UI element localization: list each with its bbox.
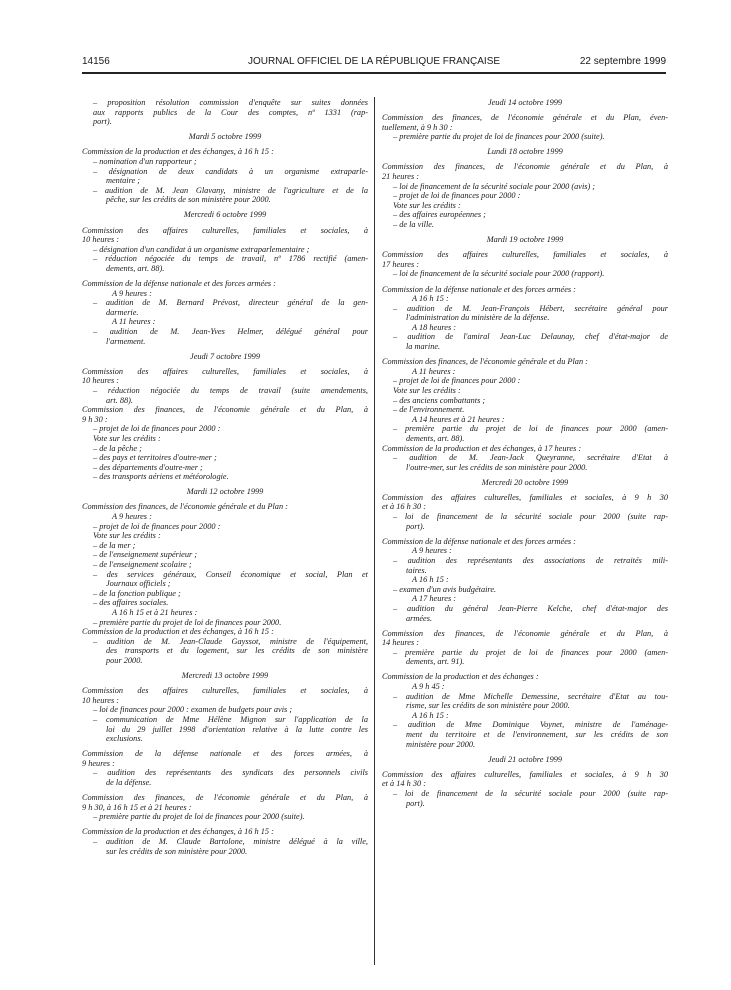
text-line: – proposition résolution commission d'enquête sur suites données — [93, 98, 368, 107]
column-divider — [374, 97, 375, 965]
text-line: – réduction négociée du temps de travail (suite amendements, — [93, 385, 368, 395]
text-line: – audition de l'amiral Jean-Luc Delaunay, chef d'état-major de — [393, 332, 668, 342]
text-line: 9 h 30, à 16 h 15 et à 21 heures : — [82, 802, 192, 812]
text-line: A 16 h 15 : — [412, 294, 449, 304]
text-line: Commission de la défense nationale et des forces armées : — [382, 284, 576, 294]
text-line: 14 heures : — [382, 638, 420, 648]
text-line: A 11 heures : — [412, 366, 456, 376]
text-line: Commission des finances, de l'économie générale et du Plan, éven- — [382, 113, 668, 123]
page-number: 14156 — [82, 56, 110, 67]
text-line: et à 16 h 30 : — [382, 502, 427, 512]
text-line: Commission de la défense nationale et des forces armées, à — [82, 749, 368, 759]
left-column — [82, 98, 368, 856]
text-line: A 16 h 15 : — [412, 575, 449, 585]
text-line: aux rapports publics de la Cour des comptes, nº 1331 (rap- — [93, 107, 368, 117]
text-line: 9 heures : — [82, 758, 115, 768]
text-line: – première partie du projet de loi de finances pour 2000 (amen- — [393, 647, 668, 657]
issue-date: 22 septembre 1999 — [579, 56, 666, 67]
text-line: – des anciens combattants ; — [393, 395, 486, 405]
text-line: port). — [93, 117, 112, 127]
text-line: Commission de la production et des échanges, à 16 h 15 : — [82, 147, 274, 157]
text-line: A 18 heures : — [412, 322, 457, 332]
text-line: – projet de loi de finances pour 2000 : — [93, 424, 221, 434]
text-line: Commission des affaires culturelles, familiales et sociales, à 9 h 30 — [382, 769, 668, 779]
text-line: Commission de la défense nationale et des forces armées : — [382, 536, 576, 546]
text-line: – audition de M. Claude Bartolone, ministre délégué à la ville, — [93, 836, 368, 846]
text-line: – première partie du projet de loi de finances pour 2000 (amen- — [393, 424, 668, 434]
text-line: Vote sur les crédits : — [393, 200, 461, 210]
text-line: port). — [406, 521, 425, 531]
text-line: Mardi 19 octobre 1999 — [486, 235, 564, 245]
text-line: – audition de M. Jean Glavany, ministre de l'agriculture et de la — [93, 185, 368, 195]
text-line: – audition du général Jean-Pierre Kelche, chef d'état-major des — [393, 603, 668, 613]
text-line: – désignation de deux candidats à un organisme extraparle- — [93, 166, 368, 176]
text-line: – de la pêche ; — [93, 443, 142, 453]
text-line: A 9 h 45 : — [412, 682, 445, 692]
text-line: Commission de la production et des échanges, à 16 h 15 : — [82, 827, 274, 837]
text-line: pour 2000. — [106, 655, 143, 665]
text-line: – projet de loi de finances pour 2000 : — [93, 521, 221, 531]
text-line: 10 heures : — [82, 376, 120, 386]
text-line: Vote sur les crédits : — [393, 385, 461, 395]
text-line: A 11 heures : — [112, 317, 156, 327]
text-line: – loi de financement de la sécurité sociale pour 2000 (suite rap- — [393, 789, 668, 798]
text-line: Mardi 12 octobre 1999 — [186, 487, 264, 497]
text-line: Vote sur les crédits : — [93, 433, 161, 443]
text-line: – examen d'un avis budgétaire. — [393, 584, 497, 594]
text-line: A 9 heures : — [412, 546, 452, 556]
text-line: – des services généraux, Conseil économique et social, Plan et — [93, 569, 368, 579]
text-line: – réduction négociée du temps de travail, nº 1786 rectifié (amen- — [93, 254, 368, 264]
text-line: – loi de financement de la sécurité sociale pour 2000 (avis) ; — [393, 181, 596, 191]
text-line: taires. — [406, 565, 427, 575]
text-line: A 14 heures et à 21 heures : — [412, 414, 505, 424]
text-line: darmerie. — [106, 307, 139, 317]
text-line: Commission des finances, de l'économie générale et du Plan, à — [82, 793, 368, 803]
text-line: – audition de M. Jean-Claude Gayssot, ministre de l'équipement, — [93, 636, 368, 646]
text-line: Commission des finances, de l'économie générale et du Plan, à — [382, 628, 668, 638]
journal-title: JOURNAL OFFICIEL DE LA RÉPUBLIQUE FRANÇAISE — [247, 56, 501, 67]
text-line: Commission des finances, de l'économie générale et du Plan : — [382, 357, 588, 367]
text-line: – des départements d'outre-mer ; — [93, 462, 203, 472]
text-line: dements, art. 88). — [406, 433, 465, 443]
text-line: Mardi 5 octobre 1999 — [188, 132, 262, 142]
text-line: risme, sur les crédits de son ministère pour 2000. — [406, 701, 570, 711]
text-line: 10 heures : — [82, 695, 120, 705]
text-line: 10 heures : — [82, 235, 120, 245]
page-header — [82, 56, 666, 70]
text-line: – de l'environnement. — [393, 405, 465, 415]
text-line: – des affaires sociales. — [93, 598, 169, 608]
text-line: tuellement, à 9 h 30 : — [382, 122, 453, 132]
text-line: Commission des affaires culturelles, familiales et sociales, à — [382, 250, 668, 260]
text-line: port). — [406, 798, 425, 808]
text-line: Commission de la production et des échanges : — [382, 672, 539, 682]
text-line: 21 heures : — [382, 172, 420, 182]
text-line: – de la mer ; — [93, 540, 136, 550]
text-line: Jeudi 14 octobre 1999 — [487, 98, 563, 107]
text-line: et à 14 h 30 : — [382, 779, 427, 789]
text-line: – première partie du projet de loi de finances pour 2000 (suite). — [93, 812, 305, 822]
text-line: 17 heures : — [382, 259, 420, 269]
text-line: – audition de M. Jean-Yves Helmer, délégué général pour — [93, 326, 368, 336]
text-line: A 16 h 15 : — [412, 710, 449, 720]
text-line: – première partie du projet de loi de finances pour 2000. — [93, 617, 282, 627]
text-line: l'administration du ministère de la défense. — [406, 313, 550, 323]
text-line: Commission des affaires culturelles, familiales et sociales, à — [82, 686, 368, 696]
text-line: 9 h 30 : — [82, 414, 108, 424]
text-line: art. 88). — [106, 395, 133, 405]
text-line: Commission de la défense nationale et des forces armées : — [82, 279, 276, 288]
text-line: – des affaires européennes ; — [393, 210, 486, 220]
header-rule — [82, 72, 666, 74]
text-line: l'outre-mer, sur les crédits de son ministère pour 2000. — [406, 462, 588, 472]
text-line: – audition de M. Jean-François Hébert, secrétaire général pour — [393, 303, 668, 313]
text-line: A 16 h 15 et à 21 heures : — [112, 608, 198, 617]
text-line: – des transports aériens et météorologie. — [93, 472, 229, 482]
text-line: l'armement. — [106, 336, 146, 346]
text-line: – de la fonction publique ; — [93, 588, 181, 598]
text-line: Commission des finances, de l'économie générale et du Plan, à — [82, 405, 368, 415]
text-line: – loi de finances pour 2000 : examen de budgets pour avis ; — [93, 705, 293, 715]
text-line: Jeudi 7 octobre 1999 — [190, 351, 260, 361]
text-line: Lundi 18 octobre 1999 — [487, 147, 563, 157]
text-line: – de l'enseignement scolaire ; — [93, 560, 192, 570]
text-line: – audition des représentants des syndicats des personnels civils — [93, 768, 368, 778]
text-line: Mercredi 20 octobre 1999 — [481, 477, 569, 487]
text-line: dements, art. 91). — [406, 657, 465, 667]
text-line: – audition de M. Jean-Jack Queyranne, secrétaire d'Etat à — [393, 453, 668, 463]
text-line: – des pays et territoires d'outre-mer ; — [93, 453, 217, 463]
text-line: Vote sur les crédits : — [93, 531, 161, 541]
text-line: – désignation d'un candidat à un organisme extraparlementaire ; — [93, 244, 310, 254]
text-line: – audition de Mme Michelle Demessine, secrétaire d'Etat au tou- — [393, 691, 668, 701]
text-line: A 9 heures : — [112, 288, 152, 298]
text-line: – audition de Mme Dominique Voynet, ministre de l'aménage- — [393, 720, 668, 730]
text-line: Journaux officiels ; — [106, 579, 171, 589]
text-line: armées. — [406, 613, 433, 623]
text-line: – nomination d'un rapporteur ; — [93, 156, 197, 166]
text-line: Commission des finances, de l'économie générale et du Plan : — [82, 502, 288, 512]
text-line: mentaire ; — [106, 176, 141, 186]
text-line: pêche, sur les crédits de son ministère pour 2000. — [106, 195, 271, 205]
text-line: – projet de loi de finances pour 2000 : — [393, 376, 521, 386]
text-line: Commission des affaires culturelles, familiales et sociales, à — [82, 366, 368, 376]
text-line: – communication de Mme Hélène Mignon sur l'application de la — [93, 714, 368, 724]
text-line: dements, art. 88). — [106, 263, 165, 273]
text-line: A 9 heures : — [112, 512, 152, 522]
text-line: la marine. — [406, 342, 441, 352]
text-line: Commission des affaires culturelles, familiales et sociales, à — [82, 225, 368, 235]
text-line: – de l'enseignement supérieur ; — [93, 550, 198, 560]
text-line: – première partie du projet de loi de finances pour 2000 (suite). — [393, 132, 605, 142]
text-line: Commission de la production et des échanges, à 16 h 15 : — [82, 627, 274, 637]
text-line: Jeudi 21 octobre 1999 — [487, 754, 563, 764]
text-line: – audition de M. Bernard Prévost, directeur général de la gen- — [93, 298, 368, 308]
text-line: – de la ville. — [393, 220, 435, 230]
text-line: – loi de financement de la sécurité sociale pour 2000 (rapport). — [393, 269, 605, 279]
text-line: Commission de la production et des échanges, à 17 heures : — [382, 443, 582, 453]
text-line: Mercredi 13 octobre 1999 — [181, 671, 269, 681]
text-line: Commission des finances, de l'économie générale et du Plan, à — [382, 162, 668, 172]
text-line: des transports et du logement, sur les crédits de son ministère — [106, 646, 368, 656]
right-column — [382, 98, 668, 808]
text-line: – loi de financement de la sécurité sociale pour 2000 (suite rap- — [393, 512, 668, 522]
text-line: exclusions. — [106, 734, 143, 744]
text-line: sur les crédits de son ministère pour 2000. — [106, 846, 248, 856]
text-line: – audition des représentants des associations de retraités mili- — [393, 555, 668, 565]
text-line: A 17 heures : — [412, 594, 457, 604]
text-line: de la défense. — [106, 778, 152, 787]
text-line: Mercredi 6 octobre 1999 — [183, 210, 267, 220]
text-line: ment du territoire et de l'environnement, sur les crédits de son — [406, 730, 668, 740]
text-line: loi du 29 juillet 1998 d'orientation relative à la lutte contre les — [106, 724, 368, 734]
text-line: Commission des affaires culturelles, familiales et sociales, à 9 h 30 — [382, 492, 668, 502]
text-line: ministère pour 2000. — [406, 739, 476, 749]
text-line: – projet de loi de finances pour 2000 : — [393, 191, 521, 201]
